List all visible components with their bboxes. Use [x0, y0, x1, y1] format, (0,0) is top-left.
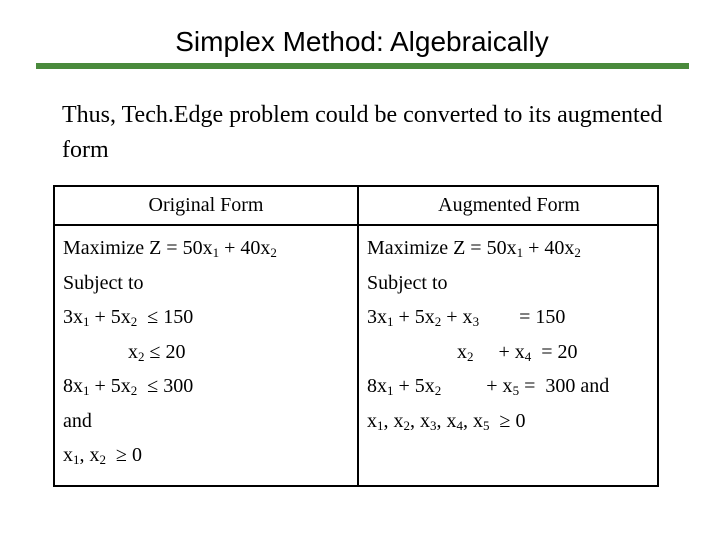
equation-text: + 5x: [89, 306, 131, 328]
equation-text: , x: [436, 409, 457, 432]
original-form-line: [63, 231, 277, 266]
subscript: 4: [524, 348, 532, 364]
equation-text: + x: [441, 375, 513, 397]
equation-text: + 5x: [393, 375, 435, 397]
equation-text: ≤ 20: [144, 340, 186, 363]
augmented-form-line: [367, 231, 609, 266]
equation-text: + x: [441, 306, 473, 328]
column-divider: [357, 187, 359, 485]
equation-text: = 150: [479, 306, 566, 328]
header-original-form: Original Form: [148, 194, 264, 216]
equation-text: 3x: [63, 306, 83, 328]
subscript: 1: [73, 452, 80, 467]
equation-text: + 5x: [393, 306, 435, 328]
original-form-line: [63, 300, 277, 335]
subscript: 1: [212, 245, 220, 260]
subscript: 2: [99, 452, 106, 467]
equation-text: Subject to: [63, 271, 144, 294]
subscript: 2: [467, 348, 474, 364]
equation-text: x: [367, 409, 377, 432]
augmented-form-line: [367, 335, 609, 370]
header-augmented-form: Augmented Form: [438, 194, 580, 216]
equation-text: 3x: [367, 306, 387, 328]
subscript: 2: [270, 245, 277, 260]
subscript: 2: [574, 245, 581, 260]
subscript: 2: [403, 417, 410, 433]
subscript: 1: [387, 383, 394, 398]
subscript: 1: [377, 417, 384, 433]
equation-text: x: [63, 340, 138, 363]
subscript: 1: [516, 245, 524, 260]
header-divider: [55, 224, 657, 226]
subscript: 2: [434, 314, 442, 329]
original-form-line: [63, 438, 277, 473]
title-underline: [36, 63, 689, 69]
augmented-form-line: [367, 266, 609, 301]
equation-text: Subject to: [367, 271, 448, 294]
equation-text: x: [367, 340, 467, 363]
subscript: 3: [472, 314, 480, 329]
original-form-line: [63, 404, 277, 439]
equation-text: = 300 and: [519, 375, 610, 397]
equation-text: , x: [79, 444, 100, 466]
equation-text: ≥ 0: [106, 444, 142, 466]
subscript: 1: [83, 383, 90, 398]
equation-text: Maximize Z = 50x: [367, 237, 517, 259]
subscript: 5: [483, 417, 490, 433]
augmented-form-line: [367, 369, 609, 404]
subscript: 2: [130, 383, 138, 398]
equation-text: Maximize Z = 50x: [63, 237, 213, 259]
equation-text: ≤ 300: [137, 375, 194, 397]
original-form-line: [63, 369, 277, 404]
equation-text: , x: [410, 409, 430, 432]
equation-text: , x: [383, 409, 404, 432]
equation-text: x: [63, 444, 73, 466]
subscript: 2: [138, 348, 145, 364]
comparison-table: [53, 185, 659, 487]
subscript: 2: [434, 383, 442, 398]
original-form-line: [63, 335, 277, 370]
equation-text: ≥ 0: [489, 409, 526, 432]
equation-text: 8x: [367, 375, 387, 397]
equation-text: , x: [463, 409, 483, 432]
subscript: 5: [512, 383, 520, 398]
equation-text: + 40x: [219, 237, 271, 259]
equation-text: = 20: [531, 340, 578, 363]
subscript: 2: [130, 314, 138, 329]
equation-text: and: [63, 409, 92, 432]
augmented-form-line: [367, 404, 609, 439]
subscript: 3: [430, 417, 437, 433]
subscript: 1: [83, 314, 90, 329]
intro-text: Thus, Tech.Edge problem could be converted to its augmented form: [62, 102, 663, 163]
slide-title: Simplex Method: Algebraically: [175, 26, 549, 57]
equation-text: ≤ 150: [137, 306, 194, 328]
equation-text: 8x: [63, 375, 83, 397]
equation-text: + x: [473, 340, 525, 363]
augmented-form-line: [367, 300, 609, 335]
original-form-equations: [63, 231, 277, 473]
subscript: 1: [387, 314, 394, 329]
equation-text: + 40x: [523, 237, 575, 259]
subscript: 4: [456, 417, 463, 433]
augmented-form-equations: [367, 231, 609, 438]
equation-text: + 5x: [89, 375, 131, 397]
original-form-line: [63, 266, 277, 301]
